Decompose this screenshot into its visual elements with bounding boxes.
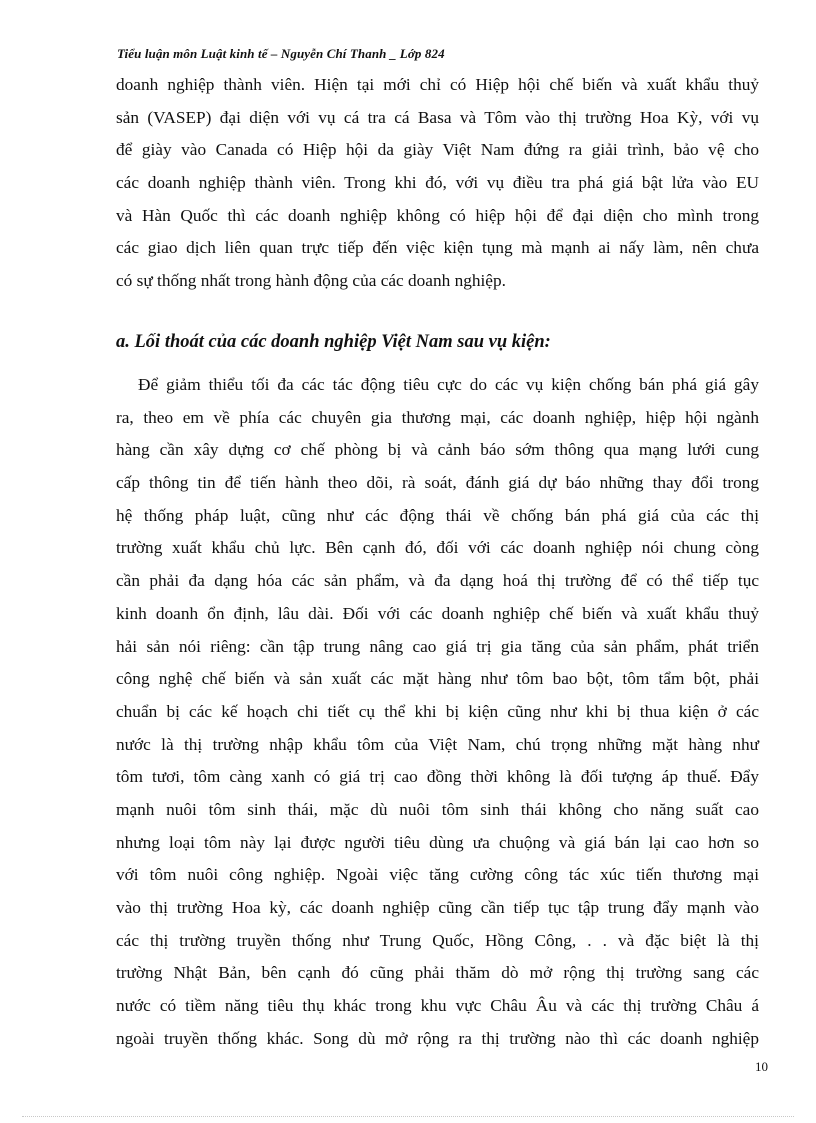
text-line: ra, theo em về phía các chuyên gia thương mại, các doanh nghiệp, hiệp hội ngành [116,407,759,427]
text-line: vào thị trường Hoa kỳ, các doanh nghiệp cũng cần tiếp tục tập trung đẩy mạnh vào [116,898,759,917]
text-line: trường Nhật Bản, bên cạnh đó cũng phải thăm dò mở rộng thị trường sang các [116,963,759,983]
text-line: hệ thống pháp luật, cũng như các động thái về chống bán phá giá của các thị [116,505,759,525]
text-line: hải sản nói riêng: cần tập trung nâng cao giá trị gia tăng của sản phẩm, phát triển [116,636,759,656]
text-line: để giày vào Canada có Hiệp hội da giày Việt Nam đứng ra giải trình, bảo vệ cho [116,140,759,160]
paragraph-1 [116,69,759,298]
text-line: cấp thông tin để tiến hành theo dõi, rà soát, đánh giá dự báo những thay đổi trong [116,473,759,493]
text-line: sản (VASEP) đại diện với vụ cá tra cá Basa và Tôm vào thị trường Hoa Kỳ, với vụ [116,107,759,127]
text-line: doanh nghiệp thành viên. Hiện tại mới chỉ có Hiệp hội chế biến và xuất khẩu thuỷ [116,75,759,94]
section-heading: a. Lối thoát của các doanh nghiệp Việt Nam sau vụ kiện: [116,332,551,352]
text-line: có sự thống nhất trong hành động của các doanh nghiệp. [116,271,506,291]
text-line: nhưng loại tôm này lại được người tiêu dùng ưa chuộng và giá bán lại cao hơn so [116,832,759,852]
text-line: với tôm nuôi công nghiệp. Ngoài việc tăng cường công tác xúc tiến thương mại [116,865,759,885]
text-line: Để giảm thiểu tối đa các tác động tiêu cực do các vụ kiện chống bán phá giá gây [138,375,759,394]
text-line: ngoài truyền thống khác. Song dù mở rộng ra thị trường nào thì các doanh nghiệp [116,1028,759,1048]
text-line: các thị trường truyền thống như Trung Quốc, Hồng Công, . . và đặc biệt là thị [116,930,759,950]
text-line: các giao dịch liên quan trực tiếp đến việc kiện tụng mà mạnh ai nấy làm, nên chưa [116,238,759,258]
text-line: công nghệ chế biến và sản xuất các mặt hàng như tôm bao bột, tôm tẩm bột, phải [116,669,759,689]
page-bottom-divider [22,1116,794,1117]
text-line: chuẩn bị các kế hoạch chi tiết cụ thể khi bị kiện cũng như khi bị thua kiện ở các [116,701,759,721]
text-line: cần phải đa dạng hóa các sản phẩm, và đa dạng hoá thị trường để có thể tiếp tục [116,571,759,591]
paragraph-2 [116,369,759,1055]
text-line: tôm tươi, tôm càng xanh có giá trị cao đồng thời không là đối tượng áp thuế. Đẩy [116,767,759,787]
text-line: mạnh nuôi tôm sinh thái, mặc dù nuôi tôm sinh thái không cho năng suất cao [116,799,759,819]
running-header: Tiểu luận môn Luật kinh tế – Nguyễn Chí Thanh _ Lớp 824 [117,46,445,61]
page-number: 10 [755,1059,768,1074]
text-line: nước có tiềm năng tiêu thụ khác trong khu vực Châu Âu và các thị trường Châu á [116,996,759,1016]
text-line: nước là thị trường nhập khẩu tôm của Việt Nam, chú trọng những mặt hàng như [116,734,759,754]
text-line: hàng cần xây dựng cơ chế phòng bị và cảnh báo sớm thông qua mạng lưới cung [116,440,759,460]
text-line: kinh doanh ổn định, lâu dài. Đối với các doanh nghiệp chế biến và xuất khẩu thuỷ [116,603,759,623]
text-line: các doanh nghiệp thành viên. Trong khi đó, với vụ điều tra phá giá bật lửa vào EU [116,173,759,193]
text-line: trường xuất khẩu chủ lực. Bên cạnh đó, đối với các doanh nghiệp nói chung còng [116,538,759,558]
text-line: và Hàn Quốc thì các doanh nghiệp không có hiệp hội để đại diện cho mình trong [116,205,759,225]
